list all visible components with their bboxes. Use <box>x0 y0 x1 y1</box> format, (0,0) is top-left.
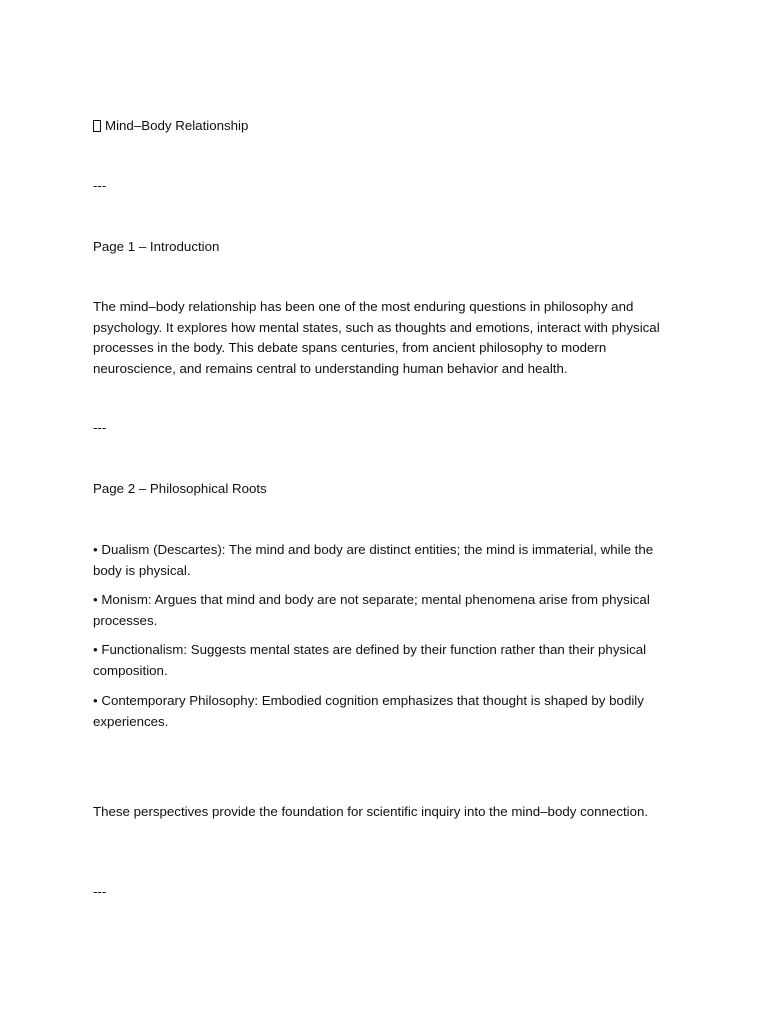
bullet-item-monism: • Monism: Argues that mind and body are not separate; mental phenomena arise from physical processes. <box>93 592 650 628</box>
page1-heading: Page 1 – Introduction <box>93 239 220 254</box>
bullet-item-dualism: • Dualism (Descartes): The mind and body are distinct entities; the mind is immaterial, while the body is physical. <box>93 542 654 578</box>
document-title-text: Mind–Body Relationship <box>105 118 249 133</box>
missing-glyph-icon <box>93 120 101 132</box>
separator: --- <box>93 884 107 899</box>
bullet-item-contemporary: • Contemporary Philosophy: Embodied cognition emphasizes that thought is shaped by bodily experiences. <box>93 693 644 729</box>
page2-conclusion: These perspectives provide the foundation for scientific inquiry into the mind–body connection. <box>93 804 649 819</box>
bullet-item-functionalism: • Functionalism: Suggests mental states are defined by their function rather than their physical composition. <box>93 642 647 678</box>
page1-paragraph: The mind–body relationship has been one of the most enduring questions in philosophy and psychology. It explores how mental states, such as thoughts and emotions, interact with physical processes in the body. This debate spans centuries, from ancient philosophy to modern neuroscience, and remains central to understanding human behavior and health. <box>93 299 660 376</box>
page2-heading: Page 2 – Philosophical Roots <box>93 481 267 496</box>
separator: --- <box>93 178 107 193</box>
separator: --- <box>93 420 107 435</box>
document-title <box>93 116 678 137</box>
